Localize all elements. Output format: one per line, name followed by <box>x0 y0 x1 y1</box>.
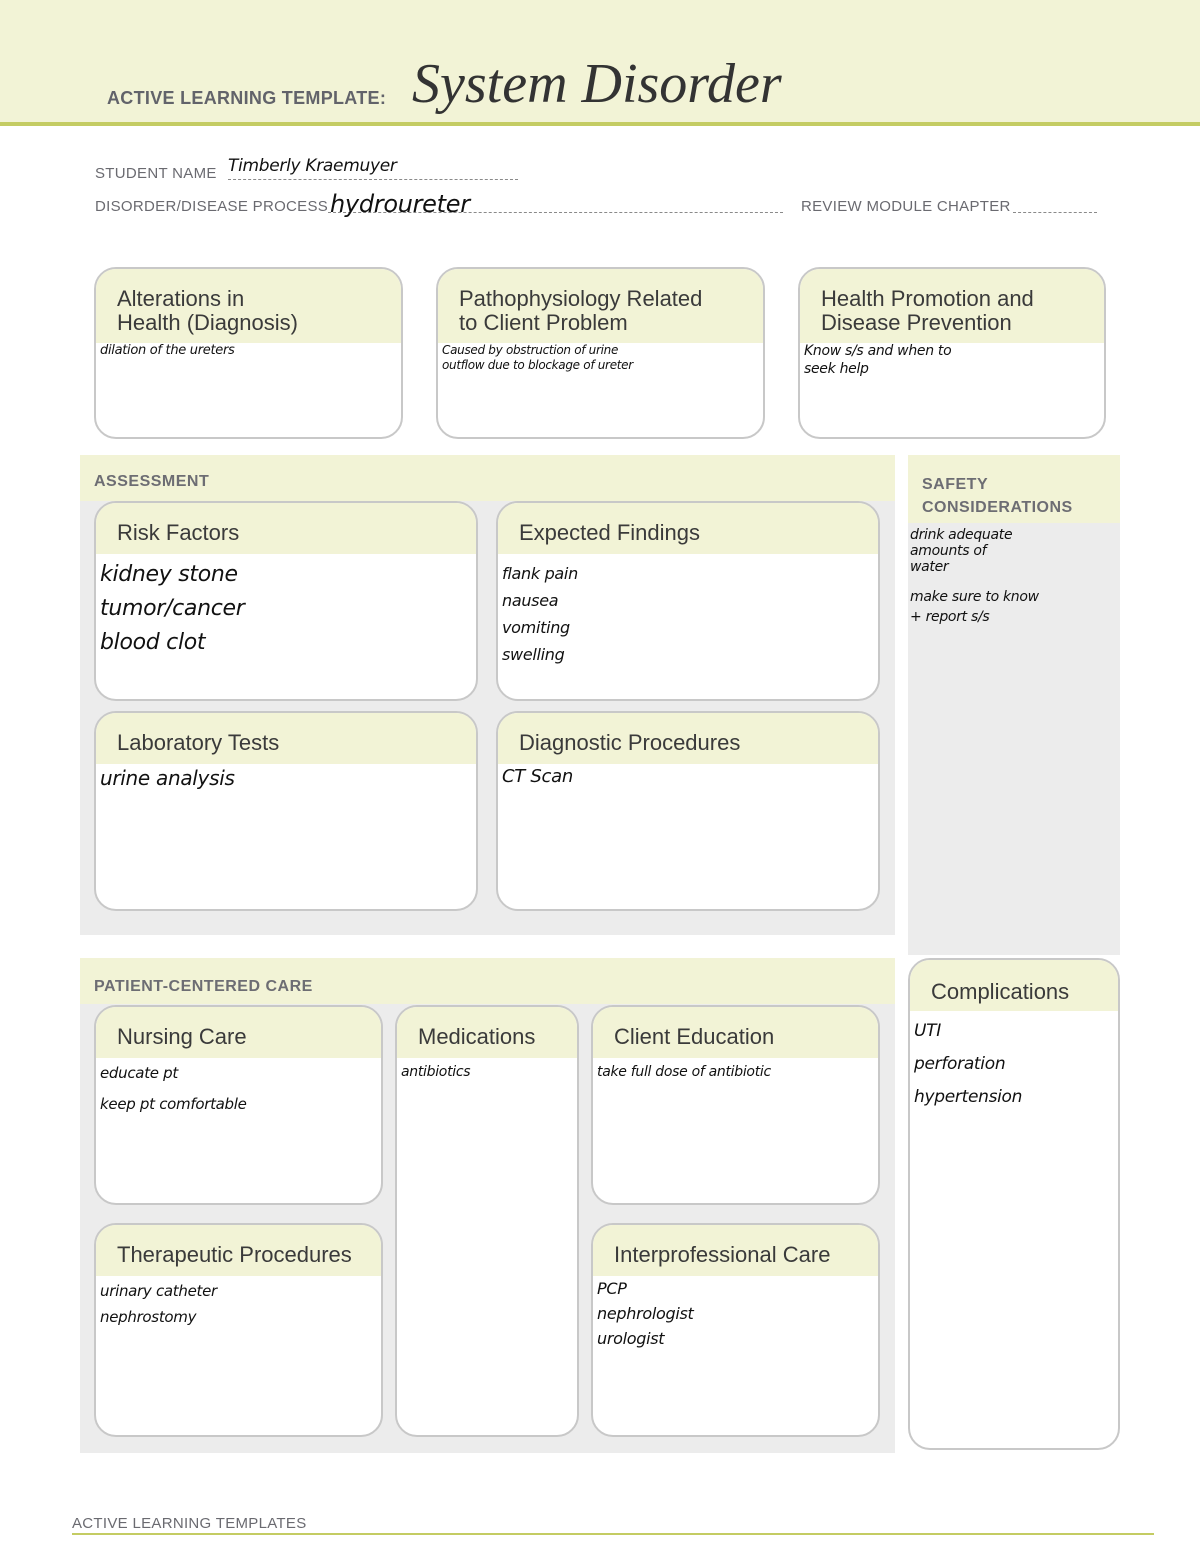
page-title: System Disorder <box>412 53 782 115</box>
header-divider <box>0 122 1200 126</box>
diagnostic-procedures-title: Diagnostic Procedures <box>498 713 878 764</box>
pathophysiology-title-line1: Pathophysiology Related <box>459 286 703 311</box>
safety-note-line[interactable]: drink adequate <box>910 527 1013 543</box>
therapeutic-procedure-item[interactable]: urinary catheter <box>100 1282 217 1300</box>
expected-finding-item[interactable]: vomiting <box>502 618 570 637</box>
laboratory-test-item[interactable]: urine analysis <box>100 766 235 790</box>
safety-title-line1: SAFETY <box>922 476 989 493</box>
assessment-title: ASSESSMENT <box>94 473 210 490</box>
pathophysiology-text-line[interactable]: outflow due to blockage of ureter <box>442 358 633 372</box>
diagnostic-procedure-item[interactable]: CT Scan <box>502 766 573 787</box>
diagnostic-procedures-box <box>496 711 880 911</box>
health-promotion-title-line2: Disease Prevention <box>821 310 1012 335</box>
interprofessional-care-item[interactable]: urologist <box>597 1329 665 1348</box>
interprofessional-care-item[interactable]: PCP <box>597 1279 627 1298</box>
health-promotion-title-line1: Health Promotion and <box>821 286 1034 311</box>
laboratory-tests-title: Laboratory Tests <box>96 713 476 764</box>
client-education-box <box>591 1005 880 1205</box>
health-promotion-box <box>798 267 1106 439</box>
medications-title: Medications <box>397 1007 577 1058</box>
safety-note-line[interactable]: water <box>910 559 949 575</box>
alterations-title <box>96 269 401 343</box>
health-promotion-text-line[interactable]: Know s/s and when to <box>804 343 952 359</box>
therapeutic-procedures-title: Therapeutic Procedures <box>96 1225 381 1276</box>
disorder-field[interactable]: hydroureter <box>330 190 470 218</box>
safety-title <box>922 473 1073 519</box>
patient-centered-care-title: PATIENT-CENTERED CARE <box>94 978 313 995</box>
pathophysiology-text-line[interactable]: Caused by obstruction of urine <box>442 343 619 357</box>
review-module-field[interactable] <box>1013 211 1097 213</box>
safety-notes <box>910 527 1039 625</box>
complication-item[interactable]: perforation <box>914 1054 1006 1074</box>
complications-title: Complications <box>910 960 1118 1011</box>
complication-item[interactable]: hypertension <box>914 1087 1023 1107</box>
alterations-title-line2: Health (Diagnosis) <box>117 310 298 335</box>
risk-factors-box <box>94 501 478 701</box>
student-name-field[interactable]: Timberly Kraemuyer <box>228 156 397 176</box>
disorder-label: DISORDER/DISEASE PROCESS <box>95 198 329 215</box>
health-promotion-text-line[interactable]: seek help <box>804 360 869 377</box>
student-name-line <box>228 178 518 180</box>
complication-item[interactable]: UTI <box>914 1021 941 1041</box>
alterations-text[interactable]: dilation of the ureters <box>100 343 235 358</box>
expected-finding-item[interactable]: flank pain <box>502 564 578 583</box>
therapeutic-procedure-item[interactable]: nephrostomy <box>100 1308 197 1326</box>
pathophysiology-title-line2: to Client Problem <box>459 310 628 335</box>
expected-finding-item[interactable]: nausea <box>502 591 559 610</box>
laboratory-tests-box <box>94 711 478 911</box>
nursing-care-item[interactable]: educate pt <box>100 1064 178 1082</box>
risk-factor-item[interactable]: tumor/cancer <box>100 596 245 621</box>
nursing-care-box <box>94 1005 383 1205</box>
safety-note-line[interactable]: amounts of <box>910 543 987 559</box>
safety-note-line[interactable]: make sure to know <box>910 589 1039 605</box>
expected-findings-box <box>496 501 880 701</box>
alterations-title-line1: Alterations in <box>117 286 245 311</box>
medications-box <box>395 1005 579 1437</box>
client-education-item[interactable]: take full dose of antibiotic <box>597 1064 771 1080</box>
interprofessional-care-title: Interprofessional Care <box>593 1225 878 1276</box>
review-module-label: REVIEW MODULE CHAPTER <box>801 198 1011 215</box>
therapeutic-procedures-box <box>94 1223 383 1437</box>
template-label: ACTIVE LEARNING TEMPLATE: <box>107 88 387 108</box>
safety-note-line[interactable]: + report s/s <box>910 609 990 625</box>
nursing-care-item[interactable]: keep pt comfortable <box>100 1095 247 1113</box>
nursing-care-title: Nursing Care <box>96 1007 381 1058</box>
client-education-title: Client Education <box>593 1007 878 1058</box>
footer-divider <box>72 1533 1154 1535</box>
risk-factors-title: Risk Factors <box>96 503 476 554</box>
health-promotion-title <box>800 269 1104 343</box>
student-name-label: STUDENT NAME <box>95 165 217 182</box>
risk-factor-item[interactable]: blood clot <box>100 630 206 655</box>
complications-box <box>908 958 1120 1450</box>
interprofessional-care-box <box>591 1223 880 1437</box>
expected-finding-item[interactable]: swelling <box>502 645 565 664</box>
safety-title-line2: CONSIDERATIONS <box>922 499 1073 516</box>
pathophysiology-title <box>438 269 763 343</box>
alterations-box <box>94 267 403 439</box>
footer-label: ACTIVE LEARNING TEMPLATES <box>72 1515 307 1532</box>
interprofessional-care-item[interactable]: nephrologist <box>597 1304 694 1323</box>
risk-factor-item[interactable]: kidney stone <box>100 562 238 587</box>
pathophysiology-box <box>436 267 765 439</box>
medication-item[interactable]: antibiotics <box>401 1064 471 1080</box>
expected-findings-title: Expected Findings <box>498 503 878 554</box>
safety-section <box>908 455 1120 955</box>
